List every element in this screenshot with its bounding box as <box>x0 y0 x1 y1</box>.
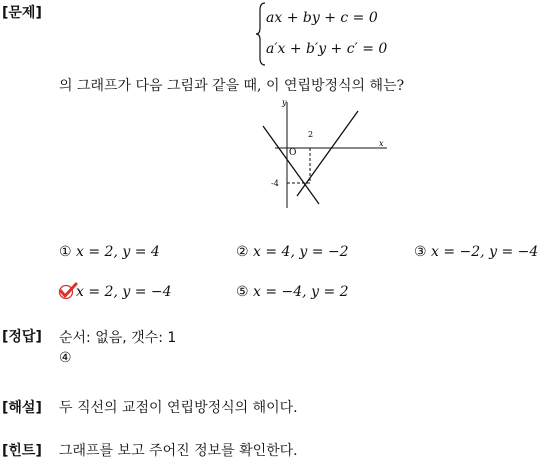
y-tick-label: -4 <box>271 179 279 188</box>
x-tick-label: 2 <box>308 130 314 139</box>
choice-2-number: ② <box>236 244 249 260</box>
choice-4-text: x = 2, y = −4 <box>76 284 172 300</box>
explanation-tag: [해설] <box>2 400 42 416</box>
answer-meta: 순서: 없음, 갯수: 1 <box>59 330 177 346</box>
x-axis-label: x <box>379 139 384 148</box>
choice-1-number: ① <box>59 244 72 260</box>
origin-label: O <box>289 148 297 158</box>
coordinate-graph <box>255 96 395 212</box>
selected-check-icon <box>58 282 78 300</box>
question-text: 의 그래프가 다음 그림과 같을 때, 이 연립방정식의 해는? <box>59 78 405 94</box>
choice-2[interactable] <box>236 244 349 260</box>
line-increasing <box>297 111 358 196</box>
choice-3[interactable] <box>414 244 538 260</box>
equation-1: ax + by + c = 0 <box>266 10 378 26</box>
explanation-text: 두 직선의 교점이 연립방정식의 해이다. <box>59 400 298 416</box>
y-axis-label: y <box>282 98 287 107</box>
choice-5-number: ⑤ <box>236 284 249 300</box>
question-tag: [문제] <box>2 5 42 21</box>
equation-2: a′x + b′y + c′ = 0 <box>266 41 388 57</box>
answer-value: ④ <box>59 350 72 366</box>
hint-text: 그래프를 보고 주어진 정보를 확인한다. <box>59 443 298 459</box>
choice-5[interactable] <box>236 284 349 300</box>
choice-5-text: x = −4, y = 2 <box>253 284 349 300</box>
choice-3-text: x = −2, y = −4 <box>431 244 539 260</box>
answer-tag: [정답] <box>2 329 42 345</box>
choice-1[interactable] <box>59 244 160 260</box>
choice-1-text: x = 2, y = 4 <box>76 244 160 260</box>
hint-tag: [힌트] <box>2 443 42 459</box>
choice-2-text: x = 4, y = −2 <box>253 244 349 260</box>
choice-3-number: ③ <box>414 244 427 260</box>
